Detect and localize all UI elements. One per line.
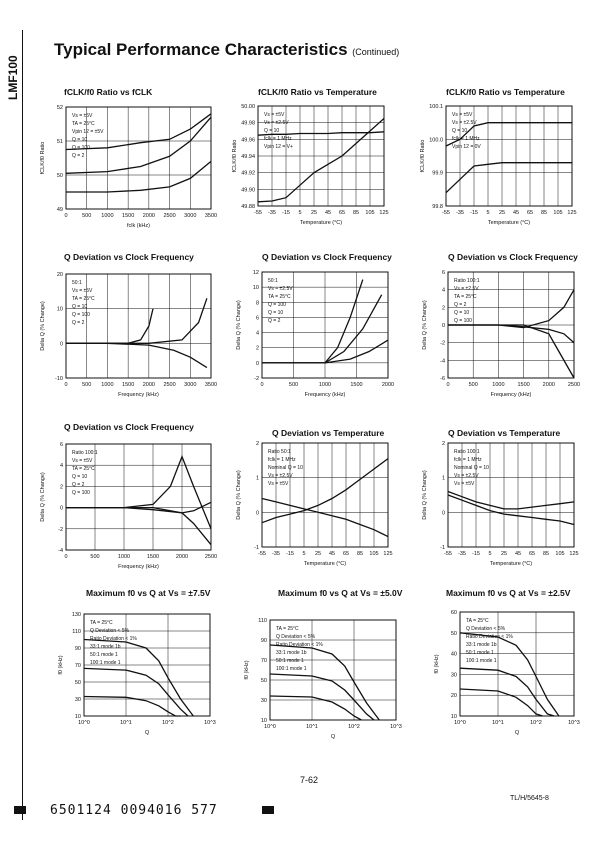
x-tick-label: 500 bbox=[82, 213, 92, 219]
y-tick-label: -1 bbox=[254, 545, 259, 551]
page-title-text: Typical Performance Characteristics bbox=[54, 40, 348, 59]
y-tick-label: 0 bbox=[255, 360, 259, 367]
chart-11 bbox=[244, 588, 403, 740]
y-axis-label: f0 (kHz) bbox=[434, 654, 440, 674]
chart-1 bbox=[40, 87, 217, 229]
figure-id: TL/H/5645-8 bbox=[510, 795, 549, 802]
annotation-label: Q = 10 bbox=[72, 304, 88, 310]
y-tick-label: 130 bbox=[71, 612, 81, 618]
y-tick-label: 2 bbox=[255, 441, 259, 447]
chart-12 bbox=[434, 588, 580, 736]
x-tick-label: 10^2 bbox=[530, 720, 542, 726]
barcode-strip bbox=[14, 803, 284, 819]
x-tick-label: 500 bbox=[468, 382, 478, 388]
y-tick-label: 30 bbox=[74, 697, 81, 703]
barcode-block-left bbox=[14, 806, 26, 814]
annotation-label: fclk = 1 MHz bbox=[452, 136, 480, 142]
y-tick-label: 100.1 bbox=[429, 104, 443, 110]
y-tick-label: 51 bbox=[56, 139, 63, 145]
chart-title: fCLK/f0 Ratio vs fCLK bbox=[64, 87, 153, 97]
series-line bbox=[270, 645, 379, 720]
y-axis-label: f0 (kHz) bbox=[58, 655, 64, 675]
x-axis-label: Temperature (°C) bbox=[487, 220, 531, 226]
x-tick-label: 1500 bbox=[122, 382, 135, 388]
y-tick-label: 110 bbox=[258, 618, 267, 624]
annotation-label: TA = 25°C bbox=[466, 618, 489, 624]
x-tick-label: 45 bbox=[514, 551, 522, 557]
x-tick-label: 10^2 bbox=[162, 720, 174, 726]
x-tick-label: 25 bbox=[500, 551, 508, 557]
x-tick-label: 65 bbox=[528, 551, 536, 557]
annotation-label: Q = 2 bbox=[72, 320, 85, 326]
x-tick-label: -15 bbox=[472, 551, 480, 557]
x-tick-label: 2500 bbox=[163, 213, 176, 219]
x-tick-label: -55 bbox=[444, 551, 452, 557]
annotation-label: 33:1 mode 1b bbox=[90, 644, 121, 650]
series-line bbox=[84, 668, 188, 716]
y-tick-label: 10 bbox=[450, 714, 457, 720]
annotation-label: Q = 10 bbox=[454, 310, 470, 316]
annotation-label: 100:1 mode 1 bbox=[276, 666, 307, 672]
series-line bbox=[448, 325, 574, 343]
x-tick-label: -55 bbox=[254, 210, 262, 216]
y-tick-label: 2 bbox=[441, 441, 445, 447]
x-tick-label: 125 bbox=[383, 551, 393, 557]
chart-title: Q Deviation vs Clock Frequency bbox=[64, 252, 194, 262]
x-axis-label: Q bbox=[514, 730, 520, 736]
x-tick-label: -15 bbox=[470, 210, 478, 216]
annotation-label: 100:1 mode 1 bbox=[90, 660, 121, 666]
y-axis-label: f0 (kHz) bbox=[244, 660, 250, 680]
x-tick-label: 1000 bbox=[101, 213, 114, 219]
x-tick-label: 25 bbox=[498, 210, 506, 216]
x-tick-label: 45 bbox=[324, 210, 332, 216]
y-tick-label: -2 bbox=[440, 340, 445, 347]
x-tick-label: 45 bbox=[512, 210, 520, 216]
y-tick-label: -2 bbox=[58, 526, 63, 533]
annotation-label: 50:1 bbox=[72, 280, 82, 286]
chart-7 bbox=[40, 422, 217, 570]
x-tick-label: 65 bbox=[342, 551, 350, 557]
x-tick-label: 2000 bbox=[142, 213, 155, 219]
x-tick-label: 0 bbox=[64, 554, 68, 560]
page-title-suffix: (Continued) bbox=[352, 47, 400, 57]
y-tick-label: 50.00 bbox=[241, 104, 255, 110]
x-tick-label: -15 bbox=[286, 551, 294, 557]
annotation-label: Vs = ±2.5V bbox=[268, 473, 293, 479]
y-tick-label: 49.88 bbox=[241, 204, 255, 210]
chart-title: fCLK/f0 Ratio vs Temperature bbox=[446, 87, 565, 97]
x-tick-label: -15 bbox=[282, 210, 290, 216]
x-tick-label: 85 bbox=[352, 210, 360, 216]
annotation-label: 50:1 bbox=[268, 278, 278, 284]
annotation-label: Ratio Deviation < 1% bbox=[466, 634, 513, 640]
x-tick-label: 10^0 bbox=[454, 720, 466, 726]
annotation-label: Q = 10 bbox=[72, 137, 88, 143]
x-tick-label: 1000 bbox=[318, 382, 332, 388]
y-tick-label: 49.94 bbox=[241, 154, 255, 160]
x-tick-label: 0 bbox=[64, 213, 68, 219]
y-tick-label: 12 bbox=[252, 270, 259, 276]
y-axis-label: Delta Q (% Change) bbox=[422, 300, 428, 350]
x-tick-label: 105 bbox=[365, 210, 375, 216]
y-tick-label: 50 bbox=[56, 173, 63, 179]
x-tick-label: 1000 bbox=[117, 554, 131, 560]
y-tick-label: 70 bbox=[260, 658, 267, 664]
y-tick-label: -4 bbox=[58, 548, 63, 554]
x-tick-label: 85 bbox=[542, 551, 550, 557]
x-tick-label: 0 bbox=[64, 382, 68, 388]
barcode-text: 6501124 0094016 577 bbox=[50, 803, 218, 818]
y-tick-label: 0 bbox=[255, 510, 259, 517]
series-line bbox=[446, 163, 572, 193]
y-tick-label: 90 bbox=[74, 646, 81, 652]
x-tick-label: -55 bbox=[258, 551, 266, 557]
y-tick-label: 10 bbox=[260, 718, 267, 724]
x-axis-label: Frequency (kHz) bbox=[304, 392, 346, 398]
y-tick-label: 2 bbox=[59, 484, 63, 491]
annotation-label: Q = 10 bbox=[268, 310, 284, 316]
x-tick-label: 10^3 bbox=[390, 724, 402, 730]
chart-10 bbox=[58, 588, 216, 736]
y-tick-label: 40 bbox=[450, 651, 457, 658]
x-tick-label: 105 bbox=[555, 551, 565, 557]
annotation-label: Vs = ±5V bbox=[452, 112, 473, 118]
series-line bbox=[66, 161, 211, 192]
barcode-block-right bbox=[262, 806, 274, 814]
y-tick-label: -2 bbox=[254, 376, 259, 382]
annotation-label: Q = 2 bbox=[454, 302, 467, 308]
annotation-label: TA = 25°C bbox=[276, 626, 299, 632]
y-tick-label: -1 bbox=[440, 545, 445, 551]
x-tick-label: 2000 bbox=[142, 382, 155, 388]
series-line bbox=[262, 499, 388, 537]
series-line bbox=[448, 495, 574, 525]
chart-9 bbox=[422, 428, 579, 567]
x-axis-label: Temperature (°C) bbox=[303, 561, 347, 567]
y-tick-label: 49.96 bbox=[241, 137, 255, 144]
y-tick-label: 110 bbox=[72, 629, 81, 635]
page-number: 7-62 bbox=[300, 775, 319, 785]
y-tick-label: 50 bbox=[260, 678, 267, 684]
y-tick-label: 8 bbox=[255, 300, 259, 307]
chart-title: fCLK/f0 Ratio vs Temperature bbox=[258, 87, 377, 97]
y-tick-label: 49.90 bbox=[241, 187, 255, 194]
annotation-label: Q = 10 bbox=[264, 128, 280, 134]
annotation-label: Vs = ±2.5V bbox=[454, 473, 479, 479]
annotation-label: Q = 10 bbox=[72, 474, 88, 480]
annotation-label: 33:1 mode 1b bbox=[466, 642, 497, 648]
x-tick-label: 125 bbox=[379, 210, 389, 216]
y-tick-label: 50 bbox=[450, 630, 457, 637]
series-line bbox=[460, 668, 554, 716]
chart-2 bbox=[232, 87, 389, 226]
x-tick-label: 3500 bbox=[204, 213, 218, 219]
x-tick-label: 0 bbox=[446, 382, 450, 388]
y-tick-label: -10 bbox=[55, 376, 63, 382]
x-tick-label: 105 bbox=[369, 551, 379, 557]
chart-title: Maximum f0 vs Q at Vs = ±7.5V bbox=[86, 588, 211, 598]
series-line bbox=[270, 696, 361, 720]
y-axis-label: Delta Q (% Change) bbox=[236, 300, 242, 350]
annotation-label: Q Deviation < 5% bbox=[466, 626, 506, 632]
annotation-label: fclk = 1 MHz bbox=[268, 457, 296, 463]
y-tick-label: -4 bbox=[440, 358, 445, 365]
x-tick-label: 65 bbox=[526, 210, 534, 216]
x-tick-label: 2500 bbox=[204, 554, 218, 560]
annotation-label: TA = 25°C bbox=[454, 294, 477, 300]
annotation-label: Q = 100 bbox=[72, 145, 90, 151]
annotation-label: Vs = ±2.5V bbox=[454, 286, 479, 292]
annotation-label: 50:1 mode 1 bbox=[90, 652, 118, 658]
annotation-label: 50:1 mode 1 bbox=[466, 650, 494, 656]
y-axis-label: Delta Q (% Change) bbox=[40, 472, 46, 522]
y-tick-label: 20 bbox=[450, 693, 457, 700]
x-tick-label: 10^2 bbox=[348, 724, 360, 730]
x-tick-label: 3500 bbox=[204, 382, 218, 388]
annotation-label: Q Deviation < 5% bbox=[276, 634, 316, 640]
x-axis-label: Frequency (kHz) bbox=[118, 564, 159, 570]
x-tick-label: 3000 bbox=[184, 382, 197, 388]
x-tick-label: 125 bbox=[567, 210, 577, 216]
x-tick-label: -35 bbox=[268, 210, 276, 216]
x-tick-label: 2500 bbox=[163, 382, 176, 388]
y-tick-label: 0 bbox=[59, 505, 63, 512]
chart-title: Q Deviation vs Clock Frequency bbox=[64, 422, 194, 432]
x-tick-label: 1500 bbox=[350, 382, 363, 388]
annotation-label: Q = 2 bbox=[72, 153, 85, 159]
y-tick-label: 6 bbox=[441, 270, 445, 276]
y-tick-label: 0 bbox=[441, 323, 445, 329]
series-line bbox=[448, 325, 574, 378]
annotation-label: Ratio 100:1 bbox=[454, 278, 480, 284]
x-tick-label: -55 bbox=[442, 210, 450, 216]
x-tick-label: 500 bbox=[90, 554, 100, 560]
annotation-label: Q = 100 bbox=[268, 302, 286, 308]
y-tick-label: 1 bbox=[441, 475, 445, 482]
x-tick-label: 25 bbox=[314, 551, 322, 557]
y-axis-label: fCLK/f0 Ratio bbox=[232, 139, 238, 173]
y-tick-label: 2 bbox=[441, 305, 445, 312]
annotation-label: Vs = ±2.5V bbox=[452, 120, 477, 126]
y-tick-label: 20 bbox=[56, 272, 63, 278]
y-tick-label: 1 bbox=[255, 475, 259, 482]
x-tick-label: 45 bbox=[328, 551, 336, 557]
chart-title: Maximum f0 vs Q at Vs = ±2.5V bbox=[446, 588, 571, 598]
annotation-label: 100:1 mode 1 bbox=[466, 658, 497, 664]
annotation-label: 33:1 mode 1b bbox=[276, 650, 307, 656]
x-tick-label: 3000 bbox=[184, 213, 197, 219]
annotation-label: fclk = 1 MHz bbox=[264, 136, 292, 142]
annotation-label: Vs = ±5V bbox=[72, 288, 93, 294]
y-axis-label: fCLK/f0 Ratio bbox=[420, 139, 426, 173]
annotation-label: Vs = ±5V bbox=[72, 458, 93, 464]
annotation-label: Vpin 12 = ±5V bbox=[72, 129, 104, 135]
chart-title: Q Deviation vs Temperature bbox=[448, 428, 561, 438]
x-tick-label: -35 bbox=[272, 551, 280, 557]
y-tick-label: 10 bbox=[74, 714, 81, 720]
y-tick-label: 4 bbox=[255, 330, 259, 337]
annotation-label: fclk = 1 MHz bbox=[454, 457, 482, 463]
y-axis-label: Delta Q (% Change) bbox=[40, 301, 46, 351]
y-axis-label: fCLK/f0 Ratio bbox=[40, 141, 46, 175]
annotation-label: Ratio 100:1 bbox=[454, 449, 480, 455]
x-tick-label: 10^0 bbox=[264, 724, 276, 730]
y-axis-label: Delta Q (% Change) bbox=[422, 470, 428, 520]
x-tick-label: 5 bbox=[488, 551, 492, 557]
annotation-label: Vs = ±5V bbox=[72, 113, 93, 119]
y-tick-label: 30 bbox=[260, 698, 267, 704]
x-tick-label: 10^3 bbox=[204, 720, 216, 726]
x-tick-label: 10^1 bbox=[492, 720, 504, 726]
annotation-label: Nominal Q = 10 bbox=[454, 465, 489, 471]
x-tick-label: 500 bbox=[288, 382, 299, 388]
part-number-side-label: LMF100 bbox=[6, 55, 20, 100]
x-axis-label: Frequency (kHz) bbox=[490, 392, 532, 398]
series-line bbox=[446, 123, 572, 146]
series-line bbox=[84, 697, 181, 717]
x-tick-label: 25 bbox=[310, 210, 318, 216]
chart-title: Maximum f0 vs Q at Vs = ±5.0V bbox=[278, 588, 403, 598]
annotation-label: Nominal Q = 10 bbox=[268, 465, 303, 471]
annotation-label: Vs = ±5V bbox=[454, 481, 475, 487]
x-tick-label: 5 bbox=[302, 551, 306, 557]
annotation-label: Ratio Deviation < 1% bbox=[90, 636, 137, 642]
y-tick-label: 6 bbox=[59, 442, 63, 448]
annotation-label: TA = 25°C bbox=[72, 296, 95, 302]
y-tick-label: 49.92 bbox=[241, 170, 255, 177]
chart-6 bbox=[422, 252, 580, 398]
y-tick-label: 0 bbox=[59, 341, 63, 348]
x-tick-label: 1000 bbox=[101, 382, 114, 388]
chart-8 bbox=[236, 428, 393, 567]
annotation-label: TA = 25°C bbox=[72, 466, 95, 472]
y-tick-label: 6 bbox=[255, 315, 259, 322]
annotation-label: Vpin 12 = V+ bbox=[264, 144, 293, 150]
y-tick-label: 90 bbox=[260, 638, 267, 644]
annotation-label: Q Deviation < 5% bbox=[90, 628, 130, 634]
x-tick-label: 1000 bbox=[492, 382, 505, 388]
annotation-label: Vs = ±5V bbox=[264, 112, 285, 118]
annotation-label: Q = 100 bbox=[72, 490, 90, 496]
y-tick-label: 2 bbox=[255, 345, 259, 352]
annotation-label: TA = 25°C bbox=[268, 294, 291, 300]
y-tick-label: 99.9 bbox=[432, 170, 443, 177]
x-axis-label: Q bbox=[144, 730, 150, 736]
annotation-label: TA = 25°C bbox=[72, 121, 95, 127]
x-tick-label: 500 bbox=[82, 382, 92, 388]
y-tick-label: 60 bbox=[450, 610, 457, 616]
chart-title: Q Deviation vs Clock Frequency bbox=[262, 252, 392, 262]
annotation-label: TA = 25°C bbox=[90, 620, 113, 626]
x-axis-label: fclk (kHz) bbox=[127, 223, 150, 229]
y-tick-label: 49.98 bbox=[241, 120, 255, 127]
series-line bbox=[460, 689, 543, 716]
x-tick-label: 125 bbox=[569, 551, 579, 557]
y-tick-label: 10 bbox=[252, 285, 259, 292]
x-tick-label: 2000 bbox=[542, 382, 555, 388]
chart-3 bbox=[420, 87, 577, 226]
x-tick-label: 65 bbox=[338, 210, 346, 216]
y-tick-label: 99.8 bbox=[432, 204, 443, 210]
annotation-label: Q = 100 bbox=[454, 318, 472, 324]
x-tick-label: 10^1 bbox=[120, 720, 132, 726]
x-tick-label: 1500 bbox=[146, 554, 160, 560]
series-line bbox=[66, 343, 207, 367]
y-tick-label: 10 bbox=[56, 306, 63, 313]
x-tick-label: 2500 bbox=[567, 382, 581, 388]
x-axis-label: Frequency (kHz) bbox=[118, 392, 159, 398]
annotation-label: Vs = ±2.5V bbox=[264, 120, 289, 126]
annotation-label: Q = 2 bbox=[268, 318, 281, 324]
x-axis-label: Temperature (°C) bbox=[489, 561, 533, 567]
x-tick-label: 1500 bbox=[517, 382, 530, 388]
annotation-label: Q = 10 bbox=[452, 128, 468, 134]
x-tick-label: 10^1 bbox=[306, 724, 318, 730]
chart-5 bbox=[236, 252, 394, 398]
x-tick-label: 5 bbox=[486, 210, 490, 216]
x-axis-label: Q bbox=[330, 734, 336, 740]
x-tick-label: -35 bbox=[458, 551, 466, 557]
x-tick-label: 85 bbox=[540, 210, 548, 216]
x-tick-label: 85 bbox=[356, 551, 364, 557]
annotation-label: Vs = ±2.5V bbox=[268, 286, 293, 292]
x-axis-label: Temperature (°C) bbox=[299, 220, 343, 226]
y-tick-label: 30 bbox=[450, 672, 457, 679]
annotation-label: Q = 2 bbox=[72, 482, 85, 488]
chart-title: Q Deviation vs Temperature bbox=[272, 428, 385, 438]
y-tick-label: 52 bbox=[56, 105, 63, 111]
y-tick-label: -6 bbox=[440, 376, 445, 382]
y-tick-label: 70 bbox=[74, 663, 81, 669]
x-tick-label: 5 bbox=[298, 210, 302, 216]
annotation-label: Ratio Deviation < 1% bbox=[276, 642, 323, 648]
annotation-label: Vs = ±5V bbox=[268, 481, 289, 487]
y-tick-label: 49 bbox=[56, 207, 63, 213]
annotation-label: Ratio 100:1 bbox=[72, 450, 98, 456]
x-tick-label: 10^0 bbox=[78, 720, 90, 726]
x-tick-label: -35 bbox=[456, 210, 464, 216]
series-line bbox=[66, 508, 211, 545]
x-tick-label: 1500 bbox=[122, 213, 135, 219]
x-tick-label: 105 bbox=[553, 210, 563, 216]
annotation-label: Ratio 50:1 bbox=[268, 449, 291, 455]
annotation-label: 50:1 mode 1 bbox=[276, 658, 304, 664]
x-tick-label: 10^3 bbox=[568, 720, 580, 726]
y-axis-label: Delta Q (% Change) bbox=[236, 470, 242, 520]
annotation-label: Q = 100 bbox=[72, 312, 90, 318]
x-tick-label: 0 bbox=[260, 382, 264, 388]
series-line bbox=[448, 492, 574, 509]
y-tick-label: 50 bbox=[74, 680, 81, 686]
x-tick-label: 2000 bbox=[381, 382, 395, 388]
chart-title: Q Deviation vs Clock Frequency bbox=[448, 252, 578, 262]
annotation-label: Vpin 12 = 0V bbox=[452, 144, 481, 150]
y-tick-label: 100.0 bbox=[429, 137, 443, 144]
y-tick-label: 0 bbox=[441, 510, 445, 517]
chart-4 bbox=[40, 252, 217, 398]
y-tick-label: 4 bbox=[441, 287, 445, 294]
y-tick-label: 4 bbox=[59, 463, 63, 470]
x-tick-label: 2000 bbox=[175, 554, 189, 560]
